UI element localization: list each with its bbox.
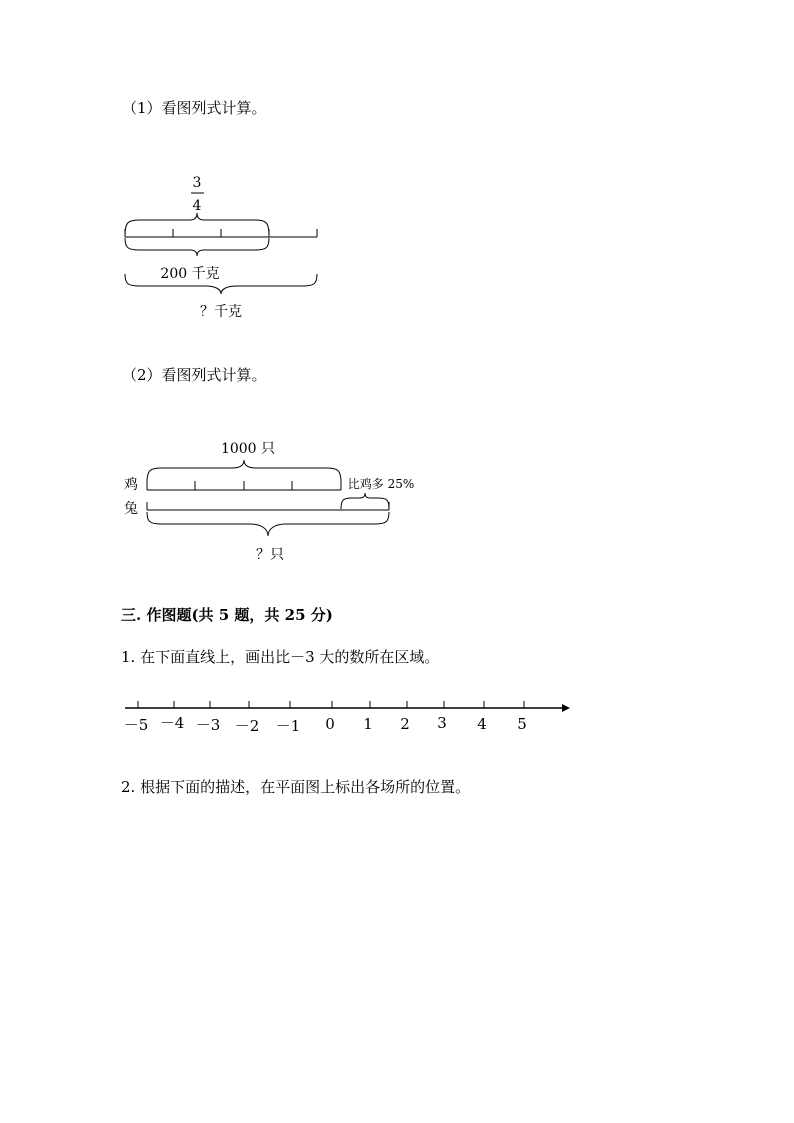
q1-label-part: 200 千克 xyxy=(160,266,220,282)
number-line-label: －1 xyxy=(275,717,301,735)
number-line-label: －2 xyxy=(234,717,260,735)
q1-fraction-numerator: 3 xyxy=(192,175,202,191)
number-line-label: －3 xyxy=(195,716,221,734)
number-line-label: －5 xyxy=(123,716,149,734)
q2-label-more: 比鸡多 25% xyxy=(347,477,415,491)
number-line-label: 4 xyxy=(477,715,487,733)
section3-title: 三. 作图题(共 5 题，共 25 分) xyxy=(121,606,333,624)
number-line-label: 0 xyxy=(325,715,335,733)
section3-problem2: 2. 根据下面的描述，在平面图上标出各场所的位置。 xyxy=(121,778,471,796)
q1-label-whole: ？千克 xyxy=(200,304,242,320)
number-line-label: 3 xyxy=(437,714,447,732)
q2-label-bottom: ？只 xyxy=(256,547,284,563)
q1-fraction-denominator: 4 xyxy=(192,198,202,214)
q1-title: （1）看图列式计算。 xyxy=(122,99,267,117)
number-line-label: －4 xyxy=(159,714,185,732)
q2-row-chicken: 鸡 xyxy=(124,477,138,493)
section3-problem1: 1. 在下面直线上，画出比－3 大的数所在区域。 xyxy=(121,648,440,666)
number-line-label: 1 xyxy=(363,715,373,733)
number-line-arrow xyxy=(562,704,570,712)
q2-title: （2）看图列式计算。 xyxy=(122,366,267,384)
number-line-label: 2 xyxy=(400,715,410,733)
q2-label-top: 1000 只 xyxy=(220,441,276,457)
number-line-label: 5 xyxy=(517,715,527,733)
q2-row-rabbit: 兔 xyxy=(124,501,138,517)
